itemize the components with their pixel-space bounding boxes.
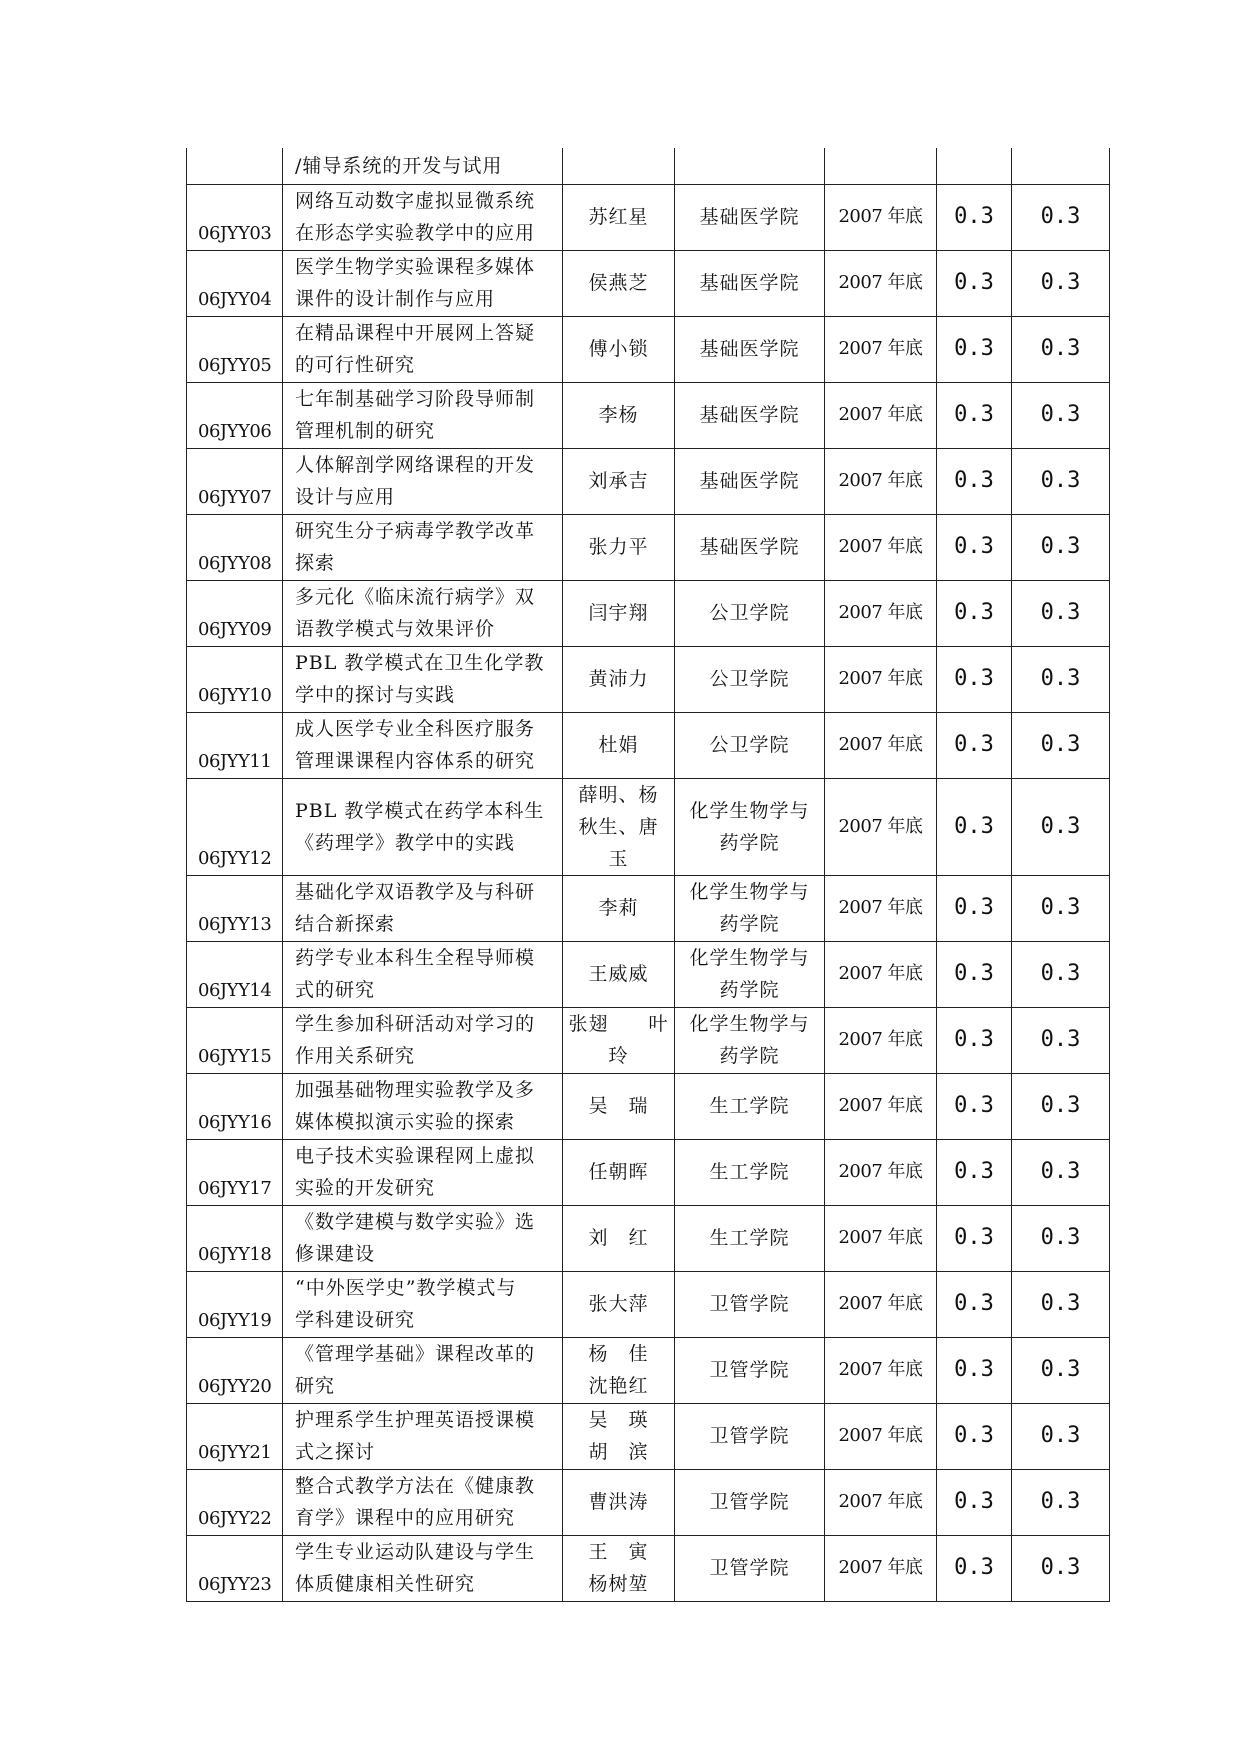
project-leader-cell-line: 侯燕芝 xyxy=(588,272,649,294)
project-title-cell-line: 修课建设 xyxy=(295,1243,376,1265)
project-title-cell xyxy=(283,875,563,941)
project-leader-cell xyxy=(563,1469,675,1535)
project-unit-cell-line: 化学生物学与 xyxy=(689,1013,810,1035)
project-unit-cell xyxy=(675,1469,825,1535)
project-code-cell: 06JYY06 xyxy=(187,382,283,448)
funding-value-cell xyxy=(937,148,1012,184)
project-title-cell xyxy=(283,514,563,580)
project-leader-cell xyxy=(563,712,675,778)
project-unit-cell-line: 化学生物学与 xyxy=(689,881,810,903)
completion-time-cell: 2007 年底 xyxy=(825,1469,937,1535)
project-title-cell xyxy=(283,778,563,875)
project-leader-cell xyxy=(563,941,675,1007)
project-title-cell xyxy=(283,1337,563,1403)
project-code-cell: 06JYY17 xyxy=(187,1139,283,1205)
completion-time-cell: 2007 年底 xyxy=(825,778,937,875)
project-title-cell-line: 研究 xyxy=(295,1375,336,1397)
project-unit-cell xyxy=(675,1073,825,1139)
project-leader-cell xyxy=(563,184,675,250)
project-leader-cell-line: 张翅 叶 xyxy=(568,1013,669,1035)
project-unit-cell xyxy=(675,382,825,448)
project-code-cell: 06JYY23 xyxy=(187,1535,283,1601)
funding-value-cell: 0.3 xyxy=(1012,1403,1110,1469)
project-unit-cell xyxy=(675,1535,825,1601)
project-leader-cell-line: 傅小锁 xyxy=(588,338,649,360)
table-row xyxy=(187,448,1110,514)
funding-value-cell: 0.3 xyxy=(1012,875,1110,941)
project-unit-cell xyxy=(675,148,825,184)
project-leader-cell xyxy=(563,646,675,712)
project-title-cell-line: 药学专业本科生全程导师模 xyxy=(295,947,536,969)
table-row xyxy=(187,1403,1110,1469)
table-row xyxy=(187,580,1110,646)
table-row xyxy=(187,1073,1110,1139)
project-title-cell xyxy=(283,580,563,646)
project-unit-cell-line: 药学院 xyxy=(719,979,780,1001)
project-title-cell-line: 多元化《临床流行病学》双 xyxy=(295,586,536,608)
table-row xyxy=(187,1469,1110,1535)
funding-value-cell: 0.3 xyxy=(937,1469,1012,1535)
completion-time-cell: 2007 年底 xyxy=(825,250,937,316)
completion-time-cell: 2007 年底 xyxy=(825,1337,937,1403)
project-unit-cell-line: 公卫学院 xyxy=(709,734,790,756)
project-leader-cell-line: 杨 佳 xyxy=(588,1343,649,1365)
funding-value-cell: 0.3 xyxy=(1012,1139,1110,1205)
funding-value-cell: 0.3 xyxy=(1012,941,1110,1007)
project-title-cell-line: 在精品课程中开展网上答疑 xyxy=(295,322,536,344)
project-leader-cell-line: 刘 红 xyxy=(588,1227,649,1249)
project-code-cell: 06JYY13 xyxy=(187,875,283,941)
table-row xyxy=(187,646,1110,712)
funding-value-cell: 0.3 xyxy=(937,184,1012,250)
project-title-cell-line: /辅导系统的开发与试用 xyxy=(295,154,503,177)
project-title-cell-line: 式之探讨 xyxy=(295,1441,376,1463)
project-leader-cell xyxy=(563,1535,675,1601)
project-unit-cell xyxy=(675,1007,825,1073)
completion-time-cell: 2007 年底 xyxy=(825,382,937,448)
project-title-cell-line: 学生参加科研活动对学习的 xyxy=(295,1013,536,1035)
project-unit-cell-line: 卫管学院 xyxy=(709,1293,790,1315)
project-title-cell-line: 学科建设研究 xyxy=(295,1309,416,1331)
project-unit-cell-line: 卫管学院 xyxy=(709,1425,790,1447)
project-title-cell-line: PBL 教学模式在卫生化学教 xyxy=(295,652,545,674)
project-leader-cell-line: 张力平 xyxy=(588,536,649,558)
completion-time-cell: 2007 年底 xyxy=(825,580,937,646)
funding-value-cell: 0.3 xyxy=(937,712,1012,778)
project-title-cell-line: 设计与应用 xyxy=(295,486,396,508)
completion-time-cell: 2007 年底 xyxy=(825,316,937,382)
project-unit-cell-line: 基础医学院 xyxy=(699,206,800,228)
project-title-cell-line: 网络互动数字虚拟显微系统 xyxy=(295,190,536,212)
table-row xyxy=(187,148,1110,184)
project-unit-cell xyxy=(675,941,825,1007)
project-leader-cell-line: 任朝晖 xyxy=(588,1161,649,1183)
project-leader-cell xyxy=(563,250,675,316)
completion-time-cell: 2007 年底 xyxy=(825,1205,937,1271)
completion-time-cell: 2007 年底 xyxy=(825,1007,937,1073)
project-title-cell-line: 管理课课程内容体系的研究 xyxy=(295,750,536,772)
project-leader-cell xyxy=(563,1271,675,1337)
project-code-cell: 06JYY20 xyxy=(187,1337,283,1403)
table-row xyxy=(187,184,1110,250)
project-leader-cell-line: 张大萍 xyxy=(588,1293,649,1315)
funding-value-cell: 0.3 xyxy=(937,580,1012,646)
project-unit-cell-line: 药学院 xyxy=(719,831,780,854)
project-leader-cell-line: 沈艳红 xyxy=(588,1375,649,1397)
project-leader-cell xyxy=(563,1337,675,1403)
project-title-cell-line: 式的研究 xyxy=(295,979,376,1001)
project-title-cell xyxy=(283,448,563,514)
project-code-cell: 06JYY07 xyxy=(187,448,283,514)
funding-value-cell: 0.3 xyxy=(1012,778,1110,875)
project-title-cell xyxy=(283,1073,563,1139)
table-row xyxy=(187,712,1110,778)
project-title-cell-line: 研究生分子病毒学教学改革 xyxy=(295,520,536,542)
project-title-cell-line: 《管理学基础》课程改革的 xyxy=(295,1343,536,1365)
project-unit-cell xyxy=(675,580,825,646)
project-title-cell xyxy=(283,941,563,1007)
project-title-cell-line: 成人医学专业全科医疗服务 xyxy=(295,718,536,740)
project-unit-cell xyxy=(675,1337,825,1403)
project-title-cell-line: 学生专业运动队建设与学生 xyxy=(295,1541,536,1563)
project-title-cell-line: “中外医学史”教学模式与 xyxy=(295,1277,517,1299)
project-leader-cell-line: 玲 xyxy=(608,1045,629,1067)
project-title-cell xyxy=(283,184,563,250)
funding-value-cell: 0.3 xyxy=(937,514,1012,580)
project-unit-cell-line: 卫管学院 xyxy=(709,1359,790,1381)
project-unit-cell-line: 基础医学院 xyxy=(699,404,800,426)
project-unit-cell-line: 基础医学院 xyxy=(699,272,800,294)
funding-value-cell: 0.3 xyxy=(937,941,1012,1007)
project-leader-cell xyxy=(563,148,675,184)
project-code-cell: 06JYY14 xyxy=(187,941,283,1007)
completion-time-cell: 2007 年底 xyxy=(825,941,937,1007)
project-code-cell: 06JYY05 xyxy=(187,316,283,382)
table-row xyxy=(187,250,1110,316)
table-row xyxy=(187,875,1110,941)
project-leader-cell-line: 李莉 xyxy=(598,897,639,919)
project-title-cell xyxy=(283,1469,563,1535)
project-title-cell xyxy=(283,382,563,448)
project-title-cell-line: 的可行性研究 xyxy=(295,354,416,376)
funding-value-cell: 0.3 xyxy=(1012,1469,1110,1535)
project-title-cell-line: 医学生物学实验课程多媒体 xyxy=(295,256,536,278)
project-leader-cell-line: 秋生、唐 xyxy=(578,815,659,838)
project-title-cell xyxy=(283,316,563,382)
project-unit-cell xyxy=(675,875,825,941)
project-unit-cell xyxy=(675,646,825,712)
project-title-cell-line: PBL 教学模式在药学本科生 xyxy=(295,799,545,822)
project-leader-cell xyxy=(563,875,675,941)
funding-value-cell: 0.3 xyxy=(937,875,1012,941)
project-title-cell-line: 体质健康相关性研究 xyxy=(295,1573,476,1595)
funding-value-cell: 0.3 xyxy=(937,1205,1012,1271)
project-leader-cell-line: 杨树堃 xyxy=(588,1573,649,1595)
table-row xyxy=(187,1007,1110,1073)
project-unit-cell-line: 生工学院 xyxy=(709,1095,790,1117)
project-title-cell xyxy=(283,1205,563,1271)
project-title-cell-line: 《数学建模与数学实验》选 xyxy=(295,1211,536,1233)
funding-value-cell: 0.3 xyxy=(1012,1007,1110,1073)
project-unit-cell xyxy=(675,448,825,514)
project-leader-cell xyxy=(563,1007,675,1073)
funding-value-cell: 0.3 xyxy=(1012,382,1110,448)
table-row xyxy=(187,1337,1110,1403)
project-title-cell xyxy=(283,1403,563,1469)
project-unit-cell-line: 药学院 xyxy=(719,1045,780,1067)
table-row xyxy=(187,1271,1110,1337)
project-title-cell xyxy=(283,1271,563,1337)
project-unit-cell xyxy=(675,1403,825,1469)
completion-time-cell: 2007 年底 xyxy=(825,1271,937,1337)
project-leader-cell-line: 苏红星 xyxy=(588,206,649,228)
project-code-cell: 06JYY12 xyxy=(187,778,283,875)
project-code-cell: 06JYY21 xyxy=(187,1403,283,1469)
funding-value-cell: 0.3 xyxy=(937,1403,1012,1469)
project-title-cell-line: 七年制基础学习阶段导师制 xyxy=(295,388,536,410)
project-leader-cell-line: 李杨 xyxy=(598,404,639,426)
funding-value-cell: 0.3 xyxy=(937,316,1012,382)
project-code-cell: 06JYY15 xyxy=(187,1007,283,1073)
project-unit-cell xyxy=(675,316,825,382)
project-code-cell: 06JYY10 xyxy=(187,646,283,712)
project-title-cell-line: 管理机制的研究 xyxy=(295,420,436,442)
funding-value-cell: 0.3 xyxy=(1012,1205,1110,1271)
project-unit-cell-line: 基础医学院 xyxy=(699,536,800,558)
completion-time-cell: 2007 年底 xyxy=(825,1139,937,1205)
project-code-cell: 06JYY18 xyxy=(187,1205,283,1271)
project-unit-cell-line: 化学生物学与 xyxy=(689,947,810,969)
project-leader-cell-line: 王威威 xyxy=(588,963,649,985)
project-unit-cell xyxy=(675,184,825,250)
project-leader-cell-line: 吴 瑛 xyxy=(588,1409,649,1431)
project-title-cell-line: 《药理学》教学中的实践 xyxy=(295,831,516,854)
project-leader-cell-line: 薛明、杨 xyxy=(578,783,659,806)
completion-time-cell: 2007 年底 xyxy=(825,712,937,778)
project-code-cell: 06JYY08 xyxy=(187,514,283,580)
project-unit-cell-line: 生工学院 xyxy=(709,1227,790,1249)
project-leader-cell-line: 玉 xyxy=(608,847,629,870)
project-unit-cell-line: 公卫学院 xyxy=(709,668,790,690)
project-unit-cell-line: 卫管学院 xyxy=(709,1491,790,1513)
completion-time-cell: 2007 年底 xyxy=(825,1073,937,1139)
project-code-cell: 06JYY11 xyxy=(187,712,283,778)
project-title-cell-line: 加强基础物理实验教学及多 xyxy=(295,1079,536,1101)
completion-time-cell: 2007 年底 xyxy=(825,875,937,941)
project-leader-cell-line: 黄沛力 xyxy=(588,668,649,690)
project-title-cell-line: 在形态学实验教学中的应用 xyxy=(295,222,536,244)
project-title-cell-line: 语教学模式与效果评价 xyxy=(295,618,496,640)
completion-time-cell: 2007 年底 xyxy=(825,448,937,514)
completion-time-cell: 2007 年底 xyxy=(825,1535,937,1601)
table-row xyxy=(187,1139,1110,1205)
project-leader-cell xyxy=(563,382,675,448)
project-unit-cell-line: 药学院 xyxy=(719,913,780,935)
project-unit-cell xyxy=(675,1139,825,1205)
project-unit-cell-line: 基础医学院 xyxy=(699,338,800,360)
table-row xyxy=(187,514,1110,580)
project-title-cell-line: 人体解剖学网络课程的开发 xyxy=(295,454,536,476)
project-unit-cell xyxy=(675,778,825,875)
table-row xyxy=(187,1205,1110,1271)
project-unit-cell xyxy=(675,1205,825,1271)
project-title-cell xyxy=(283,1139,563,1205)
project-code-cell: 06JYY16 xyxy=(187,1073,283,1139)
completion-time-cell xyxy=(825,148,937,184)
project-leader-cell-line: 吴 瑞 xyxy=(588,1095,649,1117)
project-leader-cell xyxy=(563,448,675,514)
project-leader-cell xyxy=(563,778,675,875)
funding-value-cell: 0.3 xyxy=(1012,1535,1110,1601)
funding-value-cell: 0.3 xyxy=(1012,1073,1110,1139)
project-unit-cell-line: 卫管学院 xyxy=(709,1557,790,1579)
project-title-cell-line: 作用关系研究 xyxy=(295,1045,416,1067)
completion-time-cell: 2007 年底 xyxy=(825,1403,937,1469)
project-title-cell-line: 课件的设计制作与应用 xyxy=(295,288,496,310)
project-leader-cell-line: 王 寅 xyxy=(588,1541,649,1563)
project-title-cell-line: 整合式教学方法在《健康教 xyxy=(295,1475,536,1497)
funding-value-cell: 0.3 xyxy=(937,1139,1012,1205)
funding-value-cell: 0.3 xyxy=(1012,712,1110,778)
project-unit-cell xyxy=(675,250,825,316)
project-unit-cell-line: 生工学院 xyxy=(709,1161,790,1183)
funding-value-cell: 0.3 xyxy=(1012,580,1110,646)
project-title-cell-line: 探索 xyxy=(295,552,336,574)
project-code-cell: 06JYY04 xyxy=(187,250,283,316)
project-table xyxy=(186,148,1110,1602)
project-leader-cell-line: 杜娟 xyxy=(598,734,639,756)
project-title-cell xyxy=(283,646,563,712)
project-leader-cell xyxy=(563,1403,675,1469)
funding-value-cell: 0.3 xyxy=(1012,646,1110,712)
project-leader-cell xyxy=(563,1205,675,1271)
funding-value-cell: 0.3 xyxy=(937,1535,1012,1601)
funding-value-cell: 0.3 xyxy=(937,448,1012,514)
funding-value-cell: 0.3 xyxy=(1012,514,1110,580)
project-leader-cell xyxy=(563,580,675,646)
funding-value-cell: 0.3 xyxy=(937,1073,1012,1139)
project-leader-cell-line: 胡 滨 xyxy=(588,1441,649,1463)
project-leader-cell-line: 曹洪涛 xyxy=(588,1491,649,1513)
funding-value-cell: 0.3 xyxy=(1012,448,1110,514)
project-code-cell: 06JYY03 xyxy=(187,184,283,250)
funding-value-cell: 0.3 xyxy=(937,778,1012,875)
project-title-cell-line: 实验的开发研究 xyxy=(295,1177,436,1199)
project-code-cell: 06JYY22 xyxy=(187,1469,283,1535)
funding-value-cell: 0.3 xyxy=(937,1271,1012,1337)
project-leader-cell-line: 闫宇翔 xyxy=(588,602,649,624)
table-row xyxy=(187,316,1110,382)
table-row xyxy=(187,778,1110,875)
project-leader-cell-line: 刘承吉 xyxy=(588,470,649,492)
project-unit-cell-line: 公卫学院 xyxy=(709,602,790,624)
project-leader-cell xyxy=(563,514,675,580)
project-title-cell xyxy=(283,1535,563,1601)
project-unit-cell-line: 化学生物学与 xyxy=(689,799,810,822)
project-unit-cell xyxy=(675,514,825,580)
table-row xyxy=(187,941,1110,1007)
project-title-cell-line: 学中的探讨与实践 xyxy=(295,684,456,706)
project-title-cell xyxy=(283,712,563,778)
project-title-cell-line: 结合新探索 xyxy=(295,913,396,935)
completion-time-cell: 2007 年底 xyxy=(825,646,937,712)
project-title-cell xyxy=(283,1007,563,1073)
project-code-cell: 06JYY09 xyxy=(187,580,283,646)
table-row xyxy=(187,1535,1110,1601)
project-code-cell: 06JYY19 xyxy=(187,1271,283,1337)
funding-value-cell: 0.3 xyxy=(1012,1271,1110,1337)
project-unit-cell-line: 基础医学院 xyxy=(699,470,800,492)
project-title-cell-line: 媒体模拟演示实验的探索 xyxy=(295,1111,516,1133)
project-title-cell-line: 基础化学双语教学及与科研 xyxy=(295,881,536,903)
funding-value-cell: 0.3 xyxy=(1012,184,1110,250)
completion-time-cell: 2007 年底 xyxy=(825,184,937,250)
project-title-cell xyxy=(283,148,563,184)
funding-value-cell: 0.3 xyxy=(1012,316,1110,382)
project-title-cell xyxy=(283,250,563,316)
funding-value-cell: 0.3 xyxy=(937,250,1012,316)
funding-value-cell xyxy=(1012,148,1110,184)
project-unit-cell xyxy=(675,712,825,778)
funding-value-cell: 0.3 xyxy=(1012,1337,1110,1403)
funding-value-cell: 0.3 xyxy=(937,382,1012,448)
project-leader-cell xyxy=(563,1139,675,1205)
project-title-cell-line: 电子技术实验课程网上虚拟 xyxy=(295,1145,536,1167)
project-code-cell xyxy=(187,148,283,184)
funding-value-cell: 0.3 xyxy=(937,1007,1012,1073)
funding-value-cell: 0.3 xyxy=(1012,250,1110,316)
project-leader-cell xyxy=(563,316,675,382)
project-leader-cell xyxy=(563,1073,675,1139)
table-row xyxy=(187,382,1110,448)
completion-time-cell: 2007 年底 xyxy=(825,514,937,580)
funding-value-cell: 0.3 xyxy=(937,1337,1012,1403)
project-unit-cell xyxy=(675,1271,825,1337)
project-title-cell-line: 护理系学生护理英语授课模 xyxy=(295,1409,536,1431)
project-title-cell-line: 育学》课程中的应用研究 xyxy=(295,1507,516,1529)
funding-value-cell: 0.3 xyxy=(937,646,1012,712)
